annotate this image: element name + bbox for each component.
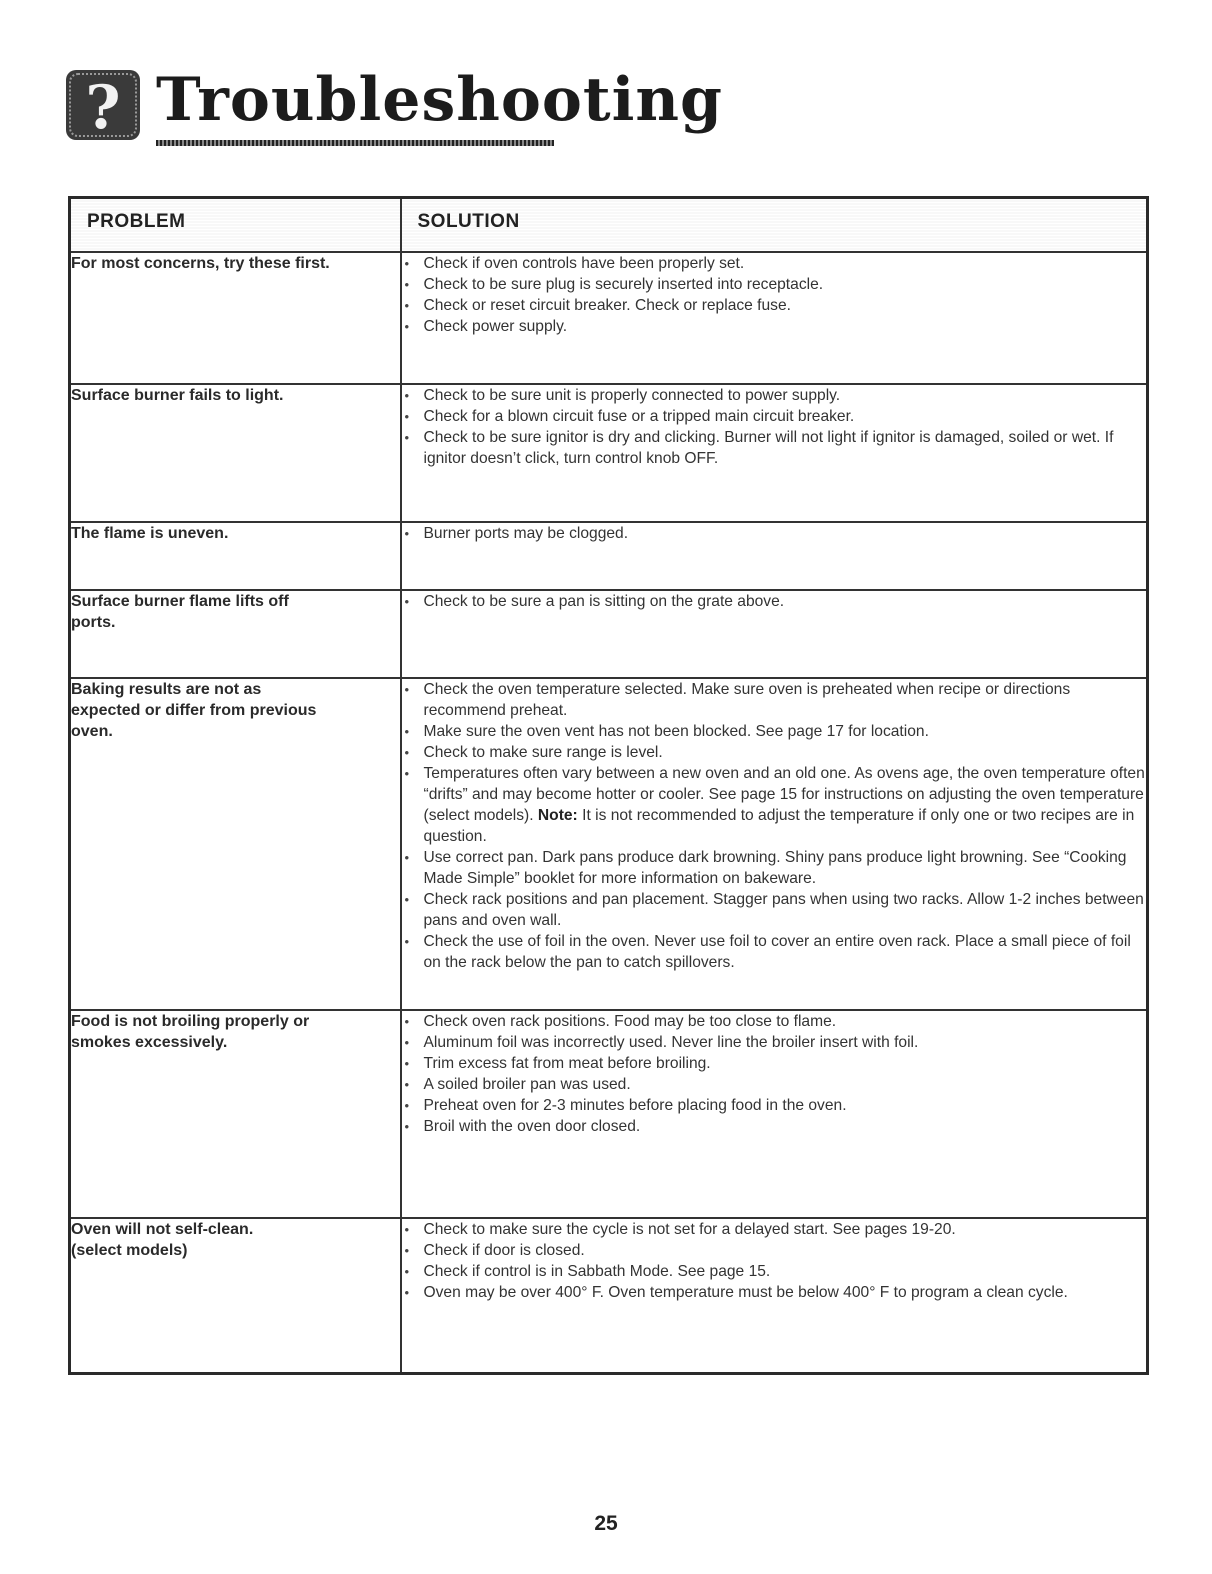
solution-item (402, 763, 1147, 847)
solution-item: • Aluminum foil was incorrectly used. Never line the broiler insert with foil. (402, 1032, 1147, 1053)
problem-text: Baking results are not as expected or differ from previous oven. (71, 681, 317, 740)
problem-text: Surface burner fails to light. (71, 387, 284, 404)
solution-item: • Burner ports may be clogged. (402, 523, 1147, 544)
solution-item: • Use correct pan. Dark pans produce dark browning. Shiny pans produce light browning. See “Cooking Made Simple” booklet for more information on bakeware. (402, 847, 1147, 889)
problem-cell (70, 522, 401, 590)
solution-item: • A soiled broiler pan was used. (402, 1074, 1147, 1095)
solution-item: • Check to be sure unit is properly connected to power supply. (402, 385, 1147, 406)
solution-cell (401, 678, 1148, 1010)
solution-item: • Check rack positions and pan placement. Stagger pans when using two racks. Allow 1-2 inches between pans and oven wall. (402, 889, 1147, 931)
solution-cell (401, 384, 1148, 522)
solution-item: • Check for a blown circuit fuse or a tripped main circuit breaker. (402, 406, 1147, 427)
solution-item: • Check to make sure the cycle is not set for a delayed start. See pages 19-20. (402, 1219, 1147, 1240)
solution-item: • Check if oven controls have been properly set. (402, 253, 1147, 274)
table-row (70, 678, 1148, 1010)
solution-item: • Trim excess fat from meat before broiling. (402, 1053, 1147, 1074)
page-title: Troubleshooting (156, 65, 723, 135)
solution-item: • Check to be sure plug is securely inserted into receptacle. (402, 274, 1147, 295)
problem-cell (70, 1218, 401, 1373)
problem-cell (70, 252, 401, 384)
solution-item: • Check to be sure ignitor is dry and clicking. Burner will not light if ignitor is damaged, soiled or wet. If ignitor doesn’t click, turn control knob OFF. (402, 427, 1147, 469)
solution-item: • Check to be sure a pan is sitting on the grate above. (402, 591, 1147, 612)
question-mark-icon (64, 68, 142, 142)
page-number: 25 (594, 1512, 618, 1535)
solution-item: • Check if control is in Sabbath Mode. See page 15. (402, 1261, 1147, 1282)
problem-text: The flame is uneven. (71, 525, 229, 542)
solution-item: • Make sure the oven vent has not been blocked. See page 17 for location. (402, 721, 1147, 742)
note-text: It is not recommended to adjust the temperature if only one or two recipes are in question. (423, 807, 1135, 845)
solution-item: • Oven may be over 400° F. Oven temperature must be below 400° F to program a clean cycle. (402, 1282, 1147, 1303)
solution-item: • Broil with the oven door closed. (402, 1116, 1147, 1137)
solution-item: • Preheat oven for 2-3 minutes before placing food in the oven. (402, 1095, 1147, 1116)
problem-cell (70, 1010, 401, 1218)
solution-cell (401, 252, 1148, 384)
solution-list (402, 679, 1147, 973)
solution-cell (401, 522, 1148, 590)
table-row (70, 1010, 1148, 1218)
problem-text: Food is not broiling properly or smokes excessively. (71, 1013, 310, 1051)
solution-item: • Check or reset circuit breaker. Check or replace fuse. (402, 295, 1147, 316)
column-header-problem: PROBLEM (70, 198, 401, 253)
table-row (70, 252, 1148, 384)
solution-list (402, 385, 1147, 469)
solution-item-text: Temperatures often vary between a new oven and an old one. As ovens age, the oven temperature often “drifts” and may become hotter or cooler. See page 15 for instructions on adjusting the oven temperature (select models). (423, 765, 1145, 824)
solution-item: • Check the use of foil in the oven. Never use foil to cover an entire oven rack. Place a small piece of foil on the rack below the pan to catch spillovers. (402, 931, 1147, 973)
solution-list (402, 1011, 1147, 1137)
problem-text: Oven will not self-clean. (71, 1221, 254, 1238)
problem-subtext: (select models) (71, 1242, 188, 1259)
solution-cell (401, 590, 1148, 678)
solution-list (402, 591, 1147, 612)
title-underline (156, 140, 554, 146)
solution-item: • Check if door is closed. (402, 1240, 1147, 1261)
solution-item: • Check power supply. (402, 316, 1147, 337)
solution-cell (401, 1218, 1148, 1373)
troubleshooting-table (68, 196, 1149, 1375)
solution-item: • Check the oven temperature selected. Make sure oven is preheated when recipe or directions recommend preheat. (402, 679, 1147, 721)
problem-text: Surface burner flame lifts off ports. (71, 593, 289, 631)
problem-cell (70, 590, 401, 678)
solution-cell (401, 1010, 1148, 1218)
note-label: Note: (537, 807, 578, 824)
solution-item: • Check to make sure range is level. (402, 742, 1147, 763)
page-header (64, 64, 723, 148)
table-row (70, 590, 1148, 678)
solution-list (402, 1219, 1147, 1303)
svg-text:?: ? (85, 73, 121, 142)
table-header-row (70, 198, 1148, 253)
solution-list (402, 523, 1147, 544)
problem-text: For most concerns, try these first. (71, 255, 330, 272)
problem-cell (70, 384, 401, 522)
column-header-solution: SOLUTION (401, 198, 1148, 253)
problem-cell (70, 678, 401, 1010)
table-row (70, 522, 1148, 590)
solution-list (402, 253, 1147, 337)
solution-item: • Check oven rack positions. Food may be too close to flame. (402, 1011, 1147, 1032)
table-row (70, 1218, 1148, 1373)
table-row (70, 384, 1148, 522)
